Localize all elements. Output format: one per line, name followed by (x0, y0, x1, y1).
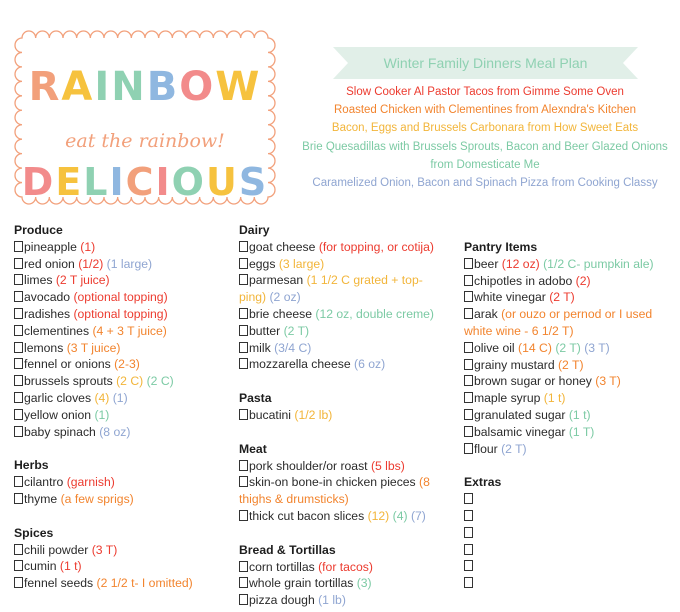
column-dairy (239, 222, 444, 609)
checkbox[interactable] (239, 258, 248, 269)
checkbox[interactable] (239, 342, 248, 353)
item-quantity: (3) (356, 576, 372, 591)
item-name: brown sugar or honey (474, 374, 592, 389)
checkbox[interactable] (14, 493, 23, 504)
list-item (239, 340, 444, 357)
section-heading: Pantry Items (464, 240, 538, 254)
checkbox[interactable] (14, 274, 23, 285)
item-quantity: (1 T) (568, 424, 595, 439)
item-quantity: (1 large) (106, 256, 153, 271)
item-quantity: (4) (392, 508, 408, 523)
item-quantity: (7) (410, 508, 426, 523)
checkbox[interactable] (14, 258, 23, 269)
item-quantity: (2 T) (558, 357, 584, 372)
item-name: flour (474, 441, 498, 456)
checkbox[interactable] (14, 409, 23, 420)
list-item (464, 373, 676, 390)
checkbox[interactable] (464, 308, 473, 319)
delicious-letter: L (83, 160, 110, 204)
list-item (14, 542, 236, 559)
item-quantity: (2 T juice) (55, 273, 110, 288)
delicious-letter: I (109, 160, 126, 204)
list-item (14, 407, 236, 424)
logo-tagline: eat the rainbow! (65, 130, 225, 152)
item-quantity: (12 oz) (501, 256, 540, 271)
item-name: white vinegar (474, 290, 546, 305)
item-quantity: (6 oz) (354, 357, 386, 372)
item-quantity: (optional topping) (73, 306, 168, 321)
logo-word-delicious (14, 160, 276, 204)
list-item (239, 575, 444, 592)
list-item (14, 424, 236, 441)
item-name: balsamic vinegar (474, 424, 566, 439)
recipe-line: Caramelized Onion, Bacon and Spinach Pizza from Cooking Classy (312, 177, 658, 190)
list-item (14, 558, 236, 575)
list-item (239, 256, 444, 273)
list-item (464, 542, 676, 559)
checkbox[interactable] (239, 409, 248, 420)
item-quantity: (1 lb) (318, 593, 346, 608)
rainbow-letter: I (94, 64, 112, 110)
rainbow-letter: A (61, 64, 95, 110)
item-name: avocado (24, 290, 71, 305)
section-heading: Bread & Tortillas (239, 542, 336, 557)
section-heading: Dairy (239, 223, 270, 237)
checkbox[interactable] (14, 342, 23, 353)
list-item (14, 491, 236, 508)
item-quantity: (2 C) (116, 374, 144, 389)
checkbox[interactable] (239, 241, 248, 252)
item-name: brie cheese (249, 306, 313, 321)
list-item (464, 256, 676, 273)
item-quantity: (garnish) (66, 475, 115, 490)
list-item (464, 407, 676, 424)
item-quantity: (3 T) (584, 340, 610, 355)
checkbox[interactable] (14, 560, 23, 571)
recipe-line: Slow Cooker Al Pastor Tacos from Gimme Some Oven (346, 86, 624, 98)
item-quantity: (2-3) (114, 357, 140, 372)
item-quantity: (1 t) (59, 559, 82, 574)
item-quantity: (5 lbs) (370, 458, 405, 473)
item-quantity: (1/2) (78, 256, 104, 271)
list-item (14, 323, 236, 340)
item-name: pork shoulder/or roast (249, 458, 368, 473)
item-quantity: (3 large) (278, 256, 325, 271)
item-quantity: (1/2 C- pumpkin ale) (543, 256, 654, 271)
item-name: radishes (24, 306, 71, 321)
list-item (464, 289, 676, 306)
rainbow-letter: N (111, 64, 147, 110)
checkbox[interactable] (464, 544, 473, 555)
item-quantity: (2 T) (555, 340, 581, 355)
list-item (14, 306, 236, 323)
item-name: whole grain tortillas (249, 576, 354, 591)
checkbox[interactable] (239, 308, 248, 319)
checkbox[interactable] (239, 274, 248, 285)
item-name: mozzarella cheese (249, 357, 351, 372)
list-item (14, 340, 236, 357)
item-quantity: (14 C) (518, 340, 552, 355)
checkbox[interactable] (464, 392, 473, 403)
list-item (14, 474, 236, 491)
delicious-letter: S (238, 160, 269, 204)
meal-plan-banner (333, 47, 638, 79)
item-quantity: (for topping, or cotija) (318, 239, 434, 254)
checkbox[interactable] (464, 409, 473, 420)
item-name: chipotles in adobo (474, 273, 573, 288)
checkbox[interactable] (14, 375, 23, 386)
item-quantity: (2 oz) (269, 290, 301, 305)
item-name: skin-on bone-in chicken pieces (249, 475, 416, 490)
checkbox[interactable] (239, 460, 248, 471)
delicious-letter: E (55, 160, 84, 204)
checkbox[interactable] (14, 308, 23, 319)
item-quantity: (2 T) (549, 290, 575, 305)
checkbox[interactable] (464, 510, 473, 521)
item-name: garlic cloves (24, 390, 92, 405)
column-pantry (464, 239, 676, 592)
checkbox[interactable] (464, 560, 473, 571)
list-item (464, 508, 676, 525)
checkbox[interactable] (14, 291, 23, 302)
section-heading: Herbs (14, 458, 49, 473)
checkbox[interactable] (464, 527, 473, 538)
checkbox[interactable] (239, 510, 248, 521)
item-quantity: (1) (112, 390, 128, 405)
list-item (464, 306, 676, 340)
item-name: olive oil (474, 340, 515, 355)
list-item (14, 356, 236, 373)
item-quantity: (optional topping) (73, 290, 168, 305)
item-quantity: (1 1/2 C grated + top-ping) (239, 273, 423, 305)
item-name: cumin (24, 559, 57, 574)
item-quantity: (2) (575, 273, 591, 288)
item-name: baby spinach (24, 424, 96, 439)
recipe-line: Brie Quesadillas with Brussels Sprouts, Bacon and Beer Glazed Onions (302, 140, 668, 153)
checkbox[interactable] (14, 358, 23, 369)
item-name: butter (249, 323, 281, 338)
checkbox[interactable] (464, 275, 473, 286)
checkbox[interactable] (464, 577, 473, 588)
list-item (14, 239, 236, 256)
list-item (14, 575, 236, 592)
delicious-letter: O (171, 160, 206, 204)
item-name: pizza dough (249, 593, 315, 608)
list-item (239, 306, 444, 323)
rainbow-letter: B (146, 64, 180, 110)
item-quantity: (3/4 C) (274, 340, 312, 355)
list-item (464, 340, 676, 357)
item-name: red onion (24, 256, 75, 271)
item-name: fennel seeds (24, 576, 94, 591)
checkbox[interactable] (14, 392, 23, 403)
list-item (464, 441, 676, 458)
list-item (14, 390, 236, 407)
item-quantity: (4 + 3 T juice) (92, 323, 167, 338)
item-name: granulated sugar (474, 407, 566, 422)
checkbox[interactable] (14, 476, 23, 487)
list-item (14, 256, 236, 273)
item-quantity: (1) (94, 407, 110, 422)
item-quantity: (or ouzo or pernod or I used white wine - 6 1/2 T) (464, 307, 653, 338)
delicious-letter: D (21, 160, 56, 204)
delicious-letter: I (155, 160, 172, 204)
list-item (14, 289, 236, 306)
list-item (464, 273, 676, 290)
item-quantity: (1 t) (543, 391, 566, 406)
list-item (239, 458, 444, 475)
checkbox[interactable] (464, 426, 473, 437)
list-item (239, 559, 444, 576)
item-quantity: (8 thighs & drumsticks) (239, 475, 430, 507)
checkbox[interactable] (14, 426, 23, 437)
item-name: pineapple (24, 239, 77, 254)
item-quantity: (2 1/2 t- I omitted) (96, 576, 193, 591)
item-quantity: (2 C) (146, 374, 174, 389)
recipe-list (290, 83, 680, 192)
item-name: thick cut bacon slices (249, 508, 365, 523)
list-item (464, 491, 676, 508)
item-quantity: (8 oz) (99, 424, 131, 439)
item-quantity: (4) (94, 390, 110, 405)
item-name: goat cheese (249, 239, 316, 254)
item-quantity: (1/2 lb) (294, 407, 333, 422)
item-name: milk (249, 340, 271, 355)
item-quantity: (2 T) (283, 323, 310, 338)
column-produce (14, 222, 236, 592)
item-quantity: (3 T) (91, 542, 118, 557)
item-quantity: (for tacos) (318, 559, 373, 574)
meal-plan-title: Winter Family Dinners Meal Plan (383, 55, 588, 71)
recipe-line: Bacon, Eggs and Brussels Carbonara from How Sweet Eats (331, 122, 639, 135)
item-name: chili powder (24, 542, 89, 557)
recipe-line: from Domesticate Me (430, 158, 540, 171)
section-heading: Spices (14, 525, 54, 540)
list-item (239, 592, 444, 609)
checkbox[interactable] (464, 258, 473, 269)
item-name: yellow onion (24, 407, 92, 422)
item-name: cilantro (24, 475, 64, 490)
checkbox[interactable] (239, 325, 248, 336)
item-name: lemons (24, 340, 64, 355)
item-name: bucatini (249, 407, 292, 422)
section-heading: Produce (14, 223, 63, 237)
rainbow-letter: W (215, 64, 262, 110)
checkbox[interactable] (464, 443, 473, 454)
item-quantity: (3 T) (595, 374, 621, 389)
item-name: parmesan (249, 273, 304, 288)
item-quantity: (12 oz, double creme) (315, 306, 434, 321)
item-name: eggs (249, 256, 276, 271)
list-item (239, 508, 444, 525)
list-item (239, 239, 444, 256)
item-name: arak (474, 307, 498, 322)
list-item (464, 525, 676, 542)
list-item (14, 373, 236, 390)
section-heading: Extras (464, 475, 502, 490)
list-item (239, 407, 444, 424)
item-quantity: (12) (367, 508, 390, 523)
checkbox[interactable] (464, 359, 473, 370)
checkbox[interactable] (14, 325, 23, 336)
delicious-letter: U (205, 160, 239, 204)
item-name: fennel or onions (24, 357, 111, 372)
checkbox[interactable] (464, 375, 473, 386)
item-name: thyme (24, 491, 58, 506)
item-quantity: (1 t) (568, 407, 591, 422)
rainbow-letter: R (28, 64, 62, 110)
item-quantity: (1) (80, 239, 96, 254)
rainbow-delicious-logo (14, 30, 276, 205)
checkbox[interactable] (239, 358, 248, 369)
item-quantity: (a few sprigs) (60, 491, 134, 506)
list-item (464, 558, 676, 575)
checkbox[interactable] (239, 594, 248, 605)
section-heading: Meat (239, 441, 267, 456)
checkbox[interactable] (239, 561, 248, 572)
checkbox[interactable] (14, 544, 23, 555)
recipe-line: Roasted Chicken with Clementines from Alexndra's Kitchen (334, 104, 636, 117)
list-item (239, 272, 444, 306)
checkbox[interactable] (464, 291, 473, 302)
list-item (239, 323, 444, 340)
delicious-letter: C (125, 160, 156, 204)
list-item (464, 357, 676, 374)
list-item (14, 272, 236, 289)
list-item (239, 474, 444, 508)
checkbox[interactable] (464, 493, 473, 504)
list-item (239, 356, 444, 373)
checkbox[interactable] (239, 577, 248, 588)
logo-word-rainbow (14, 64, 276, 110)
checkbox[interactable] (14, 241, 23, 252)
checkbox[interactable] (239, 476, 248, 487)
item-name: maple syrup (474, 391, 541, 406)
item-name: brussels sprouts (24, 374, 113, 389)
item-name: beer (474, 256, 499, 271)
item-name: clementines (24, 323, 90, 338)
list-item (464, 390, 676, 407)
section-heading: Pasta (239, 391, 272, 406)
item-name: corn tortillas (249, 559, 315, 574)
checkbox[interactable] (464, 342, 473, 353)
item-name: limes (24, 273, 53, 288)
list-item (464, 575, 676, 592)
checkbox[interactable] (14, 577, 23, 588)
item-quantity: (3 T juice) (66, 340, 121, 355)
rainbow-letter: O (179, 64, 216, 110)
list-item (464, 424, 676, 441)
item-name: grainy mustard (474, 357, 555, 372)
item-quantity: (2 T) (501, 441, 527, 456)
